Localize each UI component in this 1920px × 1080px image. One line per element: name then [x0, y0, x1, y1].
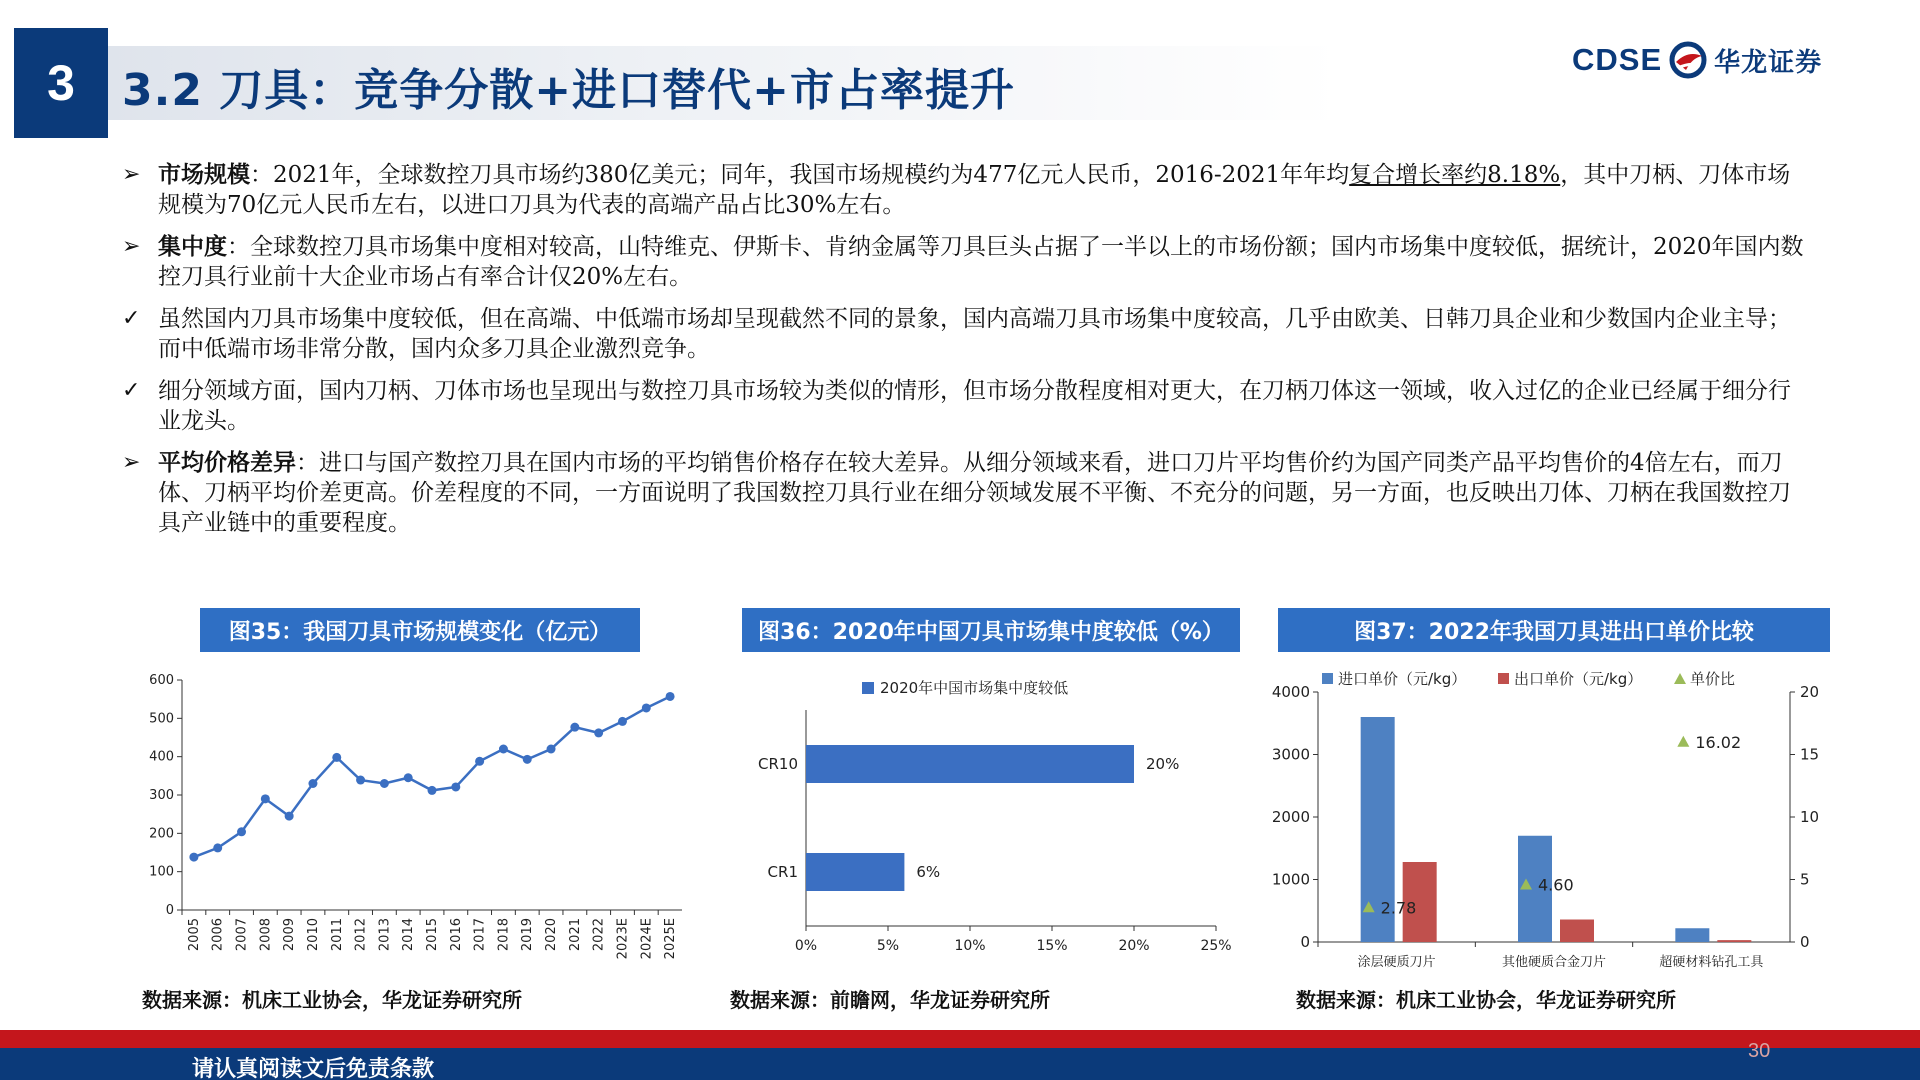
- y2-tick-label: 10: [1800, 808, 1820, 826]
- x-tick-label: 20%: [1118, 938, 1150, 954]
- y-tick-label: 0: [165, 903, 174, 918]
- x-tick-label: 2016: [448, 918, 464, 952]
- bullet-list: [122, 160, 1822, 550]
- bullet-concentration: [122, 232, 1822, 292]
- bullet-text: [158, 160, 1808, 220]
- figure-37-caption: 图37：2022年我国刀具进出口单价比较: [1278, 608, 1830, 652]
- bullet-text: 虽然国内刀具市场集中度较低，但在高端、中低端市场却呈现截然不同的景象，国内高端刀具市场集中度较高，几乎由欧美、日韩刀具企业和少数国内企业主导；而中低端市场非常分散，国内众多刀具企业激烈竞争。: [158, 306, 1791, 362]
- x-tick-label: 2019: [520, 918, 536, 952]
- y-tick-label: 600: [149, 673, 174, 688]
- y-tick-label: 200: [149, 826, 174, 842]
- bullet-domestic-market: [122, 304, 1822, 364]
- category-label: 涂层硬质刀片: [1357, 955, 1436, 970]
- data-point: [642, 703, 651, 712]
- legend-swatch: [1322, 673, 1333, 684]
- legend-swatch: [1498, 673, 1509, 684]
- figure-35-caption: 图35：我国刀具市场规模变化（亿元）: [200, 608, 640, 652]
- y-tick-label: 1000: [1271, 870, 1310, 889]
- figure-35-source: 数据来源：机床工业协会，华龙证券研究所: [142, 988, 522, 1012]
- x-tick-label: 2008: [258, 918, 274, 952]
- bullet-text: 细分领域方面，国内刀柄、刀体市场也呈现出与数控刀具市场较为类似的情形，但市场分散程度相对更大，在刀柄刀体这一领域，收入过亿的企业已经属于细分行业龙头。: [158, 378, 1791, 434]
- y-tick-label: 2000: [1271, 808, 1310, 826]
- section-number-badge: 3: [14, 28, 108, 138]
- chart-36-concentration: [740, 664, 1240, 984]
- company-logo: [1572, 40, 1822, 80]
- data-point: [237, 827, 246, 836]
- series-line: [194, 696, 670, 857]
- x-tick-label: 2005: [186, 918, 202, 952]
- y2-tick-label: 5: [1800, 870, 1810, 889]
- ratio-marker: [1677, 736, 1689, 747]
- logo-en: CDSE: [1572, 42, 1663, 77]
- data-point: [404, 773, 413, 782]
- bullet-body: ，其中刀柄、刀体市场规模为70亿元人民币左右，以进口刀具为代表的高端产品占比30%左右。: [158, 162, 1791, 218]
- x-tick-label: 2020: [544, 918, 560, 952]
- data-point: [308, 779, 317, 788]
- legend-marker: [1674, 673, 1686, 684]
- figure-36-caption: 图36：2020年中国刀具市场集中度较低（%）: [742, 608, 1240, 652]
- bar: [1717, 940, 1751, 942]
- x-tick-label: 2022: [591, 918, 607, 952]
- legend-swatch: [862, 682, 874, 694]
- x-tick-label: 2023E: [615, 918, 631, 960]
- x-tick-label: 2010: [305, 918, 321, 952]
- y-tick-label: 500: [149, 711, 174, 727]
- x-tick-label: 2017: [472, 918, 488, 952]
- data-point: [475, 757, 484, 766]
- arrow-bullet-icon: ➢: [122, 450, 141, 475]
- data-point: [523, 755, 532, 764]
- data-point: [594, 728, 603, 737]
- footer-red-band: [0, 1030, 1920, 1048]
- legend-label: 单价比: [1690, 670, 1736, 688]
- x-tick-label: 2009: [282, 918, 298, 952]
- data-point: [570, 723, 579, 732]
- bullet-body: ：全球数控刀具市场集中度相对较高，山特维克、伊斯卡、肯纳金属等刀具巨头占据了一半以上的市场份额；国内市场集中度较低，据统计，2020年国内数控刀具行业前十大企业市场占有率合计仅20%左右。: [158, 234, 1804, 290]
- data-point: [666, 692, 675, 701]
- y-tick-label: 0: [1300, 933, 1310, 951]
- page-title: 3.2 刀具：竞争分散+进口替代+市占率提升: [122, 65, 1015, 116]
- bullet-body: ：2021年，全球数控刀具市场约380亿美元；同年，我国市场规模约为477亿元人民币，2016-2021年年均: [250, 162, 1350, 188]
- bar: [1675, 928, 1709, 942]
- check-bullet-icon: ✓: [122, 378, 141, 403]
- x-tick-label: 2014: [401, 918, 417, 952]
- data-point: [618, 717, 627, 726]
- x-tick-label: 2006: [210, 918, 226, 952]
- x-tick-label: 25%: [1200, 938, 1232, 954]
- bullet-text: [158, 448, 1808, 538]
- data-label: 20%: [1146, 755, 1180, 773]
- y2-tick-label: 20: [1800, 683, 1820, 701]
- x-tick-label: 5%: [876, 938, 900, 954]
- figure-36-source: 数据来源：前瞻网，华龙证券研究所: [730, 988, 1050, 1012]
- check-bullet-icon: ✓: [122, 306, 141, 331]
- bullet-highlight: 复合增长率约8.18%: [1349, 162, 1561, 188]
- x-tick-label: 2015: [425, 918, 440, 952]
- chart-35-market-size: [132, 664, 692, 984]
- data-point: [451, 782, 460, 791]
- x-tick-label: 15%: [1036, 938, 1068, 954]
- x-tick-label: 2007: [234, 918, 250, 952]
- category-label: 超硬材料钻孔工具: [1659, 955, 1764, 970]
- data-point: [213, 843, 222, 852]
- bar: [806, 853, 904, 891]
- data-label: 6%: [916, 863, 941, 881]
- page-number: 30: [1748, 1040, 1771, 1062]
- bullet-keyword: 集中度: [158, 233, 227, 260]
- y-tick-label: 400: [149, 749, 174, 765]
- legend-label: 2020年中国市场集中度较低: [880, 679, 1069, 697]
- chart-37-unit-price: [1270, 664, 1850, 984]
- logo-cn: 华龙证券: [1714, 47, 1823, 78]
- data-point: [356, 776, 365, 785]
- bullet-keyword: 市场规模: [158, 161, 250, 188]
- category-label: 其他硬质合金刀片: [1501, 955, 1607, 970]
- x-tick-label: 2018: [496, 918, 512, 952]
- arrow-bullet-icon: ➢: [122, 162, 141, 187]
- bar: [806, 745, 1134, 783]
- data-point: [189, 853, 198, 862]
- bullet-price-gap: [122, 448, 1822, 538]
- legend-label: 出口单价（元/kg）: [1514, 670, 1643, 688]
- x-tick-label: 2011: [329, 918, 345, 952]
- arrow-bullet-icon: ➢: [122, 234, 141, 259]
- y-tick-label: 300: [149, 788, 174, 803]
- data-label: 16.02: [1695, 732, 1742, 752]
- legend-label: 进口单价（元/kg）: [1338, 670, 1467, 688]
- y2-tick-label: 15: [1800, 745, 1820, 764]
- bar: [1560, 920, 1594, 943]
- x-tick-label: 0%: [794, 938, 818, 954]
- y-tick-label: 3000: [1271, 745, 1310, 764]
- bullet-keyword: 平均价格差异: [158, 449, 296, 476]
- bullet-segments: [122, 376, 1822, 436]
- data-point: [285, 812, 294, 821]
- data-label: 4.60: [1538, 875, 1574, 895]
- x-tick-label: 2024E: [639, 918, 655, 960]
- x-tick-label: 2012: [353, 918, 369, 952]
- figure-37-source: 数据来源：机床工业协会，华龙证券研究所: [1296, 988, 1676, 1012]
- bullet-market-size: [122, 160, 1822, 220]
- bullet-text: [158, 232, 1808, 292]
- data-point: [380, 779, 389, 788]
- bullet-body: ：进口与国产数控刀具在国内市场的平均销售价格存在较大差异。从细分领域来看，进口刀片平均售价约为国产同类产品平均售价的4倍左右，而刀体、刀柄平均价差更高。价差程度的不同，一方面说明了我国数控刀具行业在细分领域发展不平衡、不充分的问题，另一方面，也反映出刀体、刀柄在我国数控刀具产业链中的重要程度。: [158, 450, 1791, 536]
- data-point: [261, 794, 270, 803]
- disclaimer-link[interactable]: 请认真阅读文后免责条款: [192, 1057, 435, 1080]
- x-tick-label: 2013: [377, 918, 393, 952]
- x-tick-label: 10%: [954, 938, 986, 954]
- data-point: [547, 745, 556, 754]
- data-point: [332, 753, 341, 762]
- logo-mark-icon: [1668, 40, 1708, 80]
- category-label: CR1: [767, 863, 798, 881]
- category-label: CR10: [758, 755, 798, 773]
- data-label: 2.78: [1380, 898, 1417, 918]
- y-tick-label: 100: [149, 864, 174, 880]
- data-point: [428, 786, 437, 795]
- x-tick-label: 2021: [567, 918, 583, 952]
- data-point: [499, 745, 508, 754]
- y2-tick-label: 0: [1800, 933, 1810, 951]
- x-tick-label: 2025E: [663, 918, 679, 960]
- y-tick-label: 4000: [1271, 683, 1310, 701]
